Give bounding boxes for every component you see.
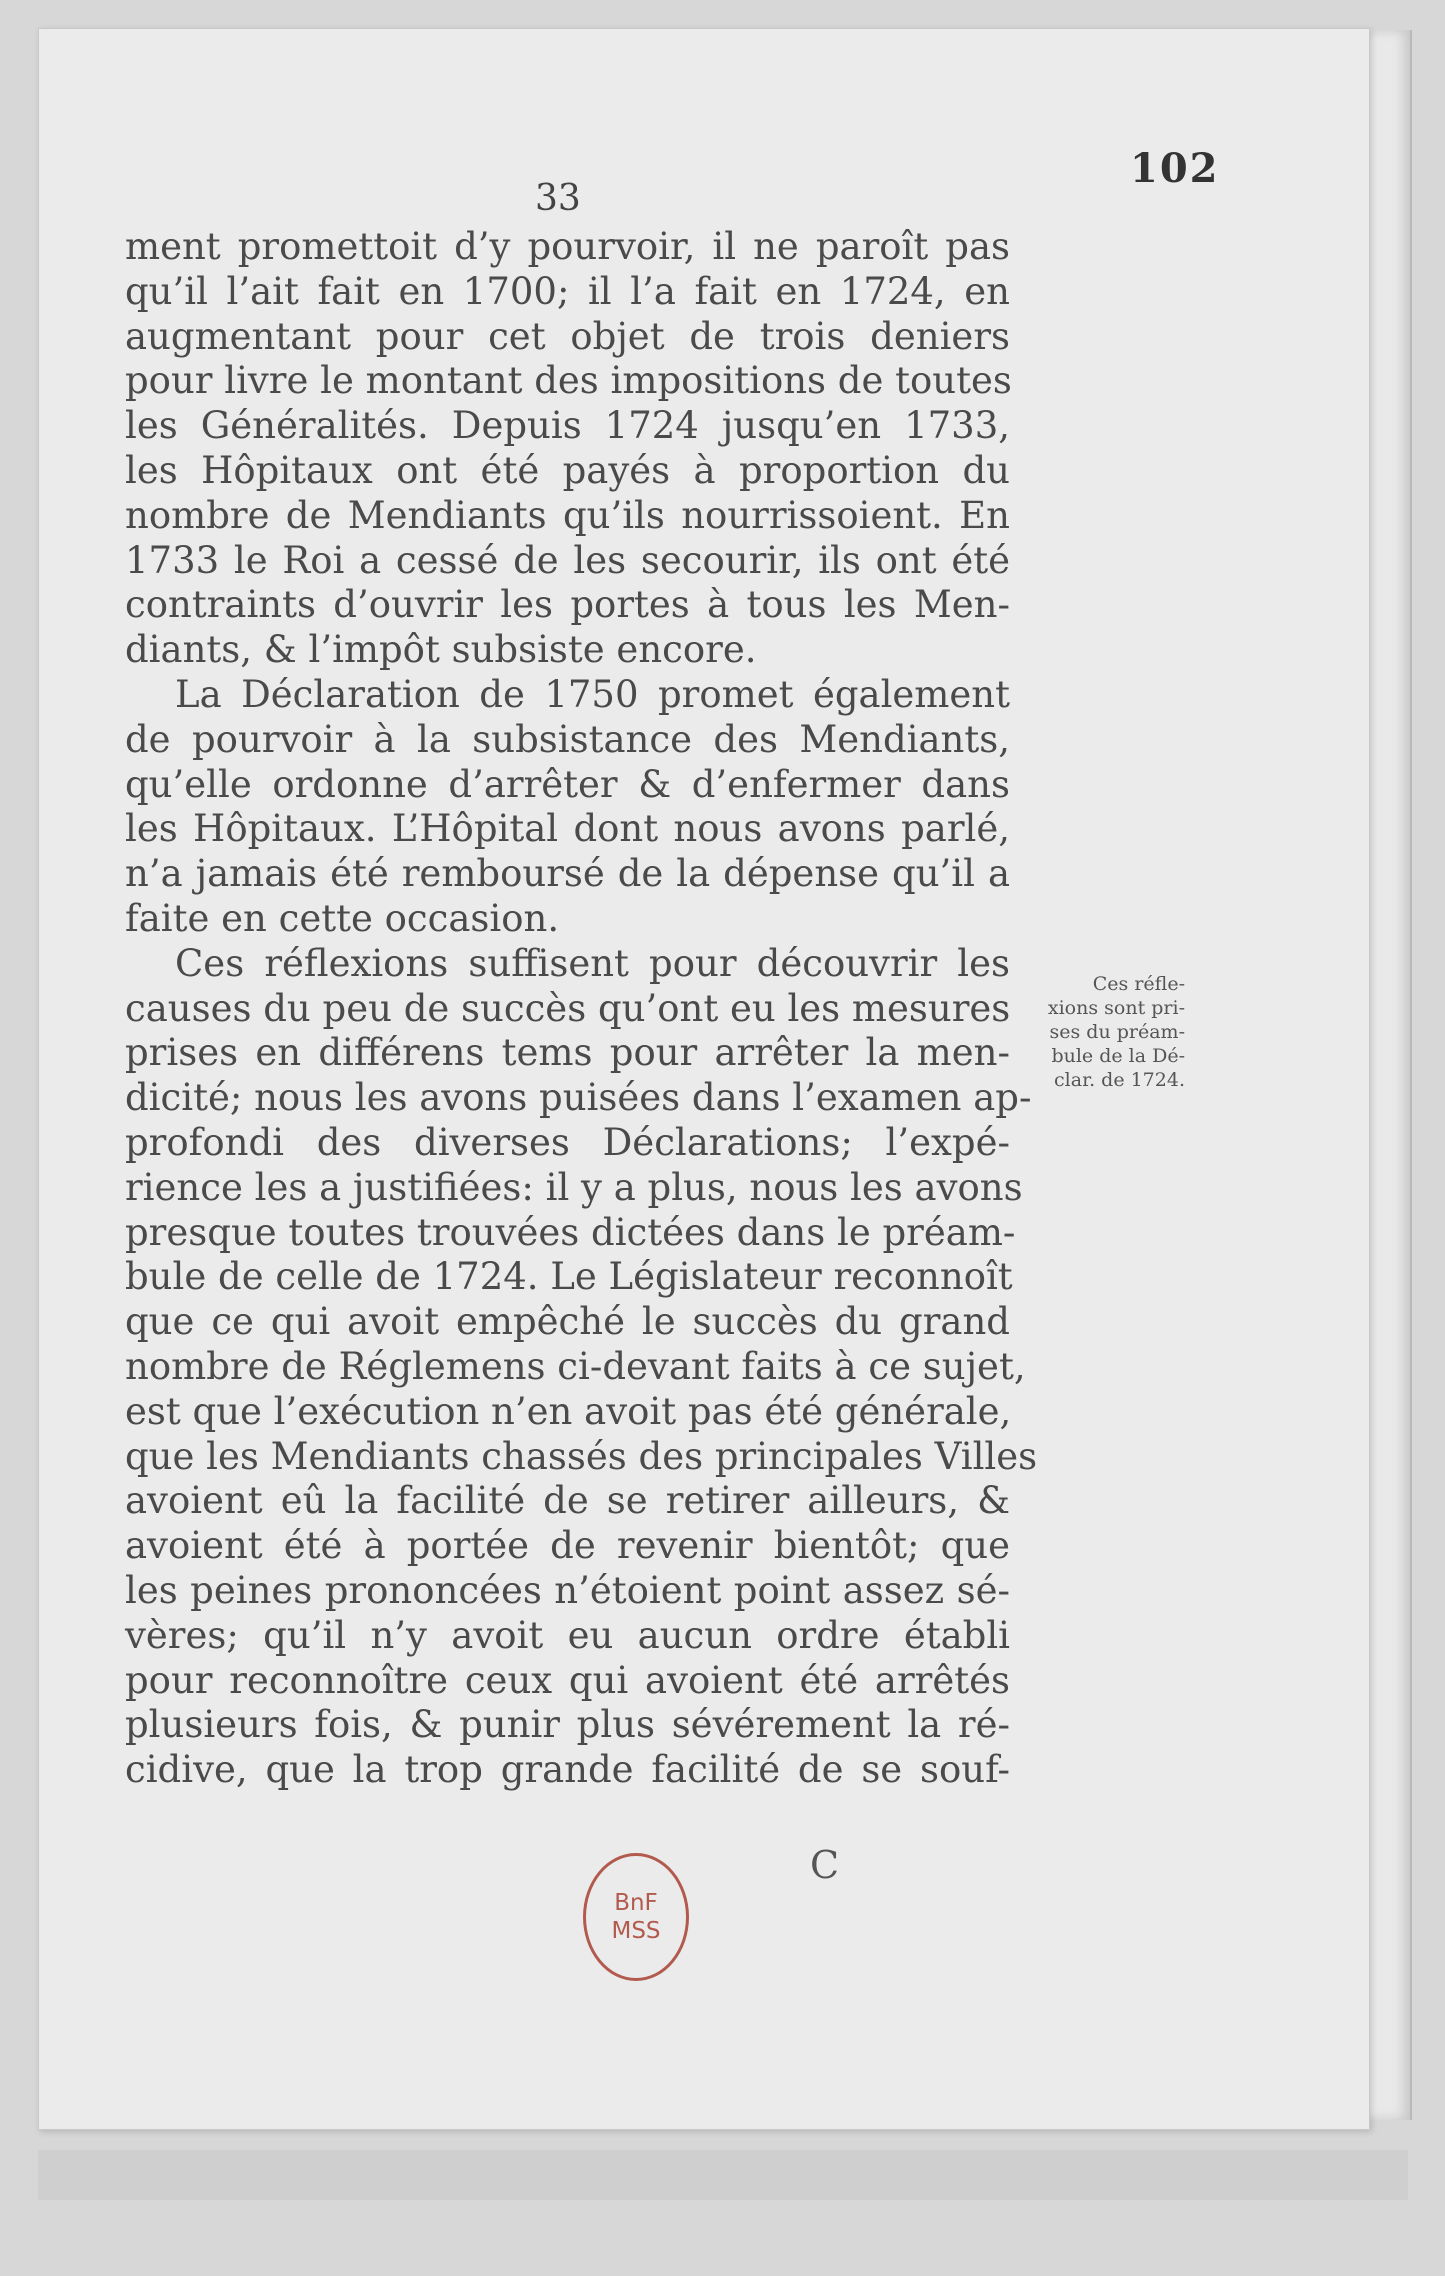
text-line: plusieurs fois, & punir plus sévérement la ré- (125, 1703, 1010, 1747)
text-line: profondi des diverses Déclarations; l’expé- (125, 1120, 1010, 1164)
text-line: faite en cette occasion. (125, 896, 560, 940)
page-number: 33 (535, 178, 581, 219)
stamp-line: BnF (614, 1890, 658, 1916)
text-line: est que l’exécution n’en avoit pas été générale, (125, 1389, 1012, 1433)
body-text (125, 225, 1038, 1793)
margin-note-line: bule de la Dé- (1051, 1045, 1185, 1067)
margin-note-line: Ces réfle- (1092, 973, 1185, 995)
text-line: presque toutes trouvées dictées dans le préam- (125, 1210, 1016, 1254)
margin-note-line: ses du préam- (1049, 1021, 1185, 1043)
text-line: les Hôpitaux. L’Hôpital dont nous avons parlé, (125, 807, 1010, 851)
margin-note (1035, 972, 1185, 1092)
text-line: 1733 le Roi a cessé de les secourir, ils ont été (125, 538, 1010, 582)
text-line: les Généralités. Depuis 1724 jusqu’en 1733, (125, 404, 1010, 448)
text-line: avoient eû la facilité de se retirer ailleurs, & (125, 1479, 1010, 1523)
text-line: les Hôpitaux ont été payés à proportion du (125, 448, 1010, 492)
text-line: prises en différens tems pour arrêter la men- (125, 1031, 1010, 1075)
text-line: que ce qui avoit empêché le succès du grand (125, 1300, 1010, 1344)
text-line: qu’elle ordonne d’arrêter & d’enfermer dans (125, 762, 1010, 806)
text-line: nombre de Réglemens ci-devant faits à ce sujet, (125, 1344, 1026, 1388)
text-line: bule de celle de 1724. Le Législateur reconnoît (125, 1255, 1013, 1299)
stamp-line: MSS (611, 1918, 661, 1944)
text-line: contraints d’ouvrir les portes à tous les Men- (125, 583, 1010, 627)
text-line: cidive, que la trop grande facilité de se souf- (125, 1748, 1010, 1792)
text-line: que les Mendiants chassés des principales Villes (125, 1434, 1038, 1478)
text-line: rience les a justifiées: il y a plus, nous les avons (125, 1165, 1023, 1209)
text-line: pour livre le montant des impositions de toutes (125, 359, 1012, 403)
text-line: les peines prononcées n’étoient point assez sé- (125, 1568, 1010, 1612)
scan-bottom-strip (38, 2150, 1408, 2200)
text-line: vères; qu’il n’y avoit eu aucun ordre établi (125, 1613, 1010, 1657)
text-line: nombre de Mendiants qu’ils nourrissoient. En (125, 493, 1010, 537)
library-stamp (583, 1853, 689, 1981)
text-line: Ces réflexions suffisent pour découvrir les (175, 941, 1010, 985)
text-line: qu’il l’ait fait en 1700; il l’a fait en 1724, en (125, 269, 1010, 313)
text-line: diants, & l’impôt subsiste encore. (125, 628, 757, 672)
margin-note-line: xions sont pri- (1047, 997, 1185, 1019)
margin-note-line: clar. de 1724. (1054, 1069, 1185, 1091)
text-line: ment promettoit d’y pourvoir, il ne paroît pas (125, 225, 1010, 268)
text-line: causes du peu de succès qu’ont eu les mesures (125, 986, 1011, 1030)
text-line: pour reconnoître ceux qui avoient été arrêtés (125, 1658, 1010, 1702)
signature-mark: C (810, 1843, 840, 1887)
text-line: dicité; nous les avons puisées dans l’examen ap- (125, 1076, 1032, 1120)
text-line: de pourvoir à la subsistance des Mendiants, (125, 717, 1010, 761)
text-line: La Déclaration de 1750 promet également (175, 672, 1010, 716)
folio-number: 102 (1130, 145, 1220, 192)
text-line: n’a jamais été remboursé de la dépense qu’il a (125, 852, 1010, 896)
text-line: augmentant pour cet objet de trois deniers (125, 314, 1010, 358)
text-line: avoient été à portée de revenir bientôt; que (125, 1524, 1010, 1568)
